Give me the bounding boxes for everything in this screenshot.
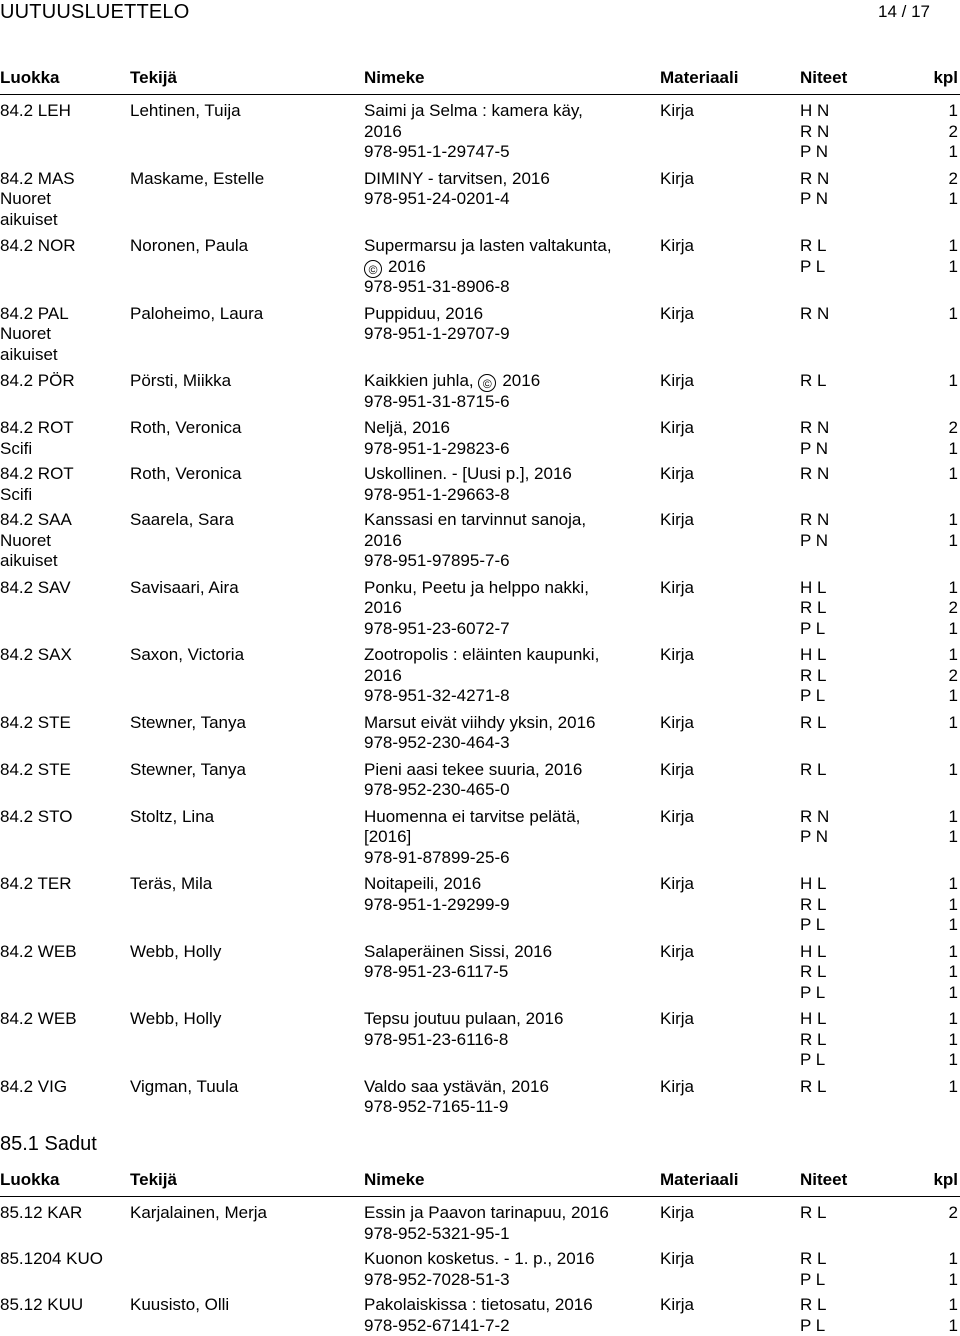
cell-niteet: P L	[800, 915, 825, 936]
cell-materiaali: Kirja	[660, 807, 694, 828]
cell-kpl: 2	[949, 418, 958, 439]
cell-tekija: Saarela, Sara	[130, 510, 234, 531]
cell-niteet: R N	[800, 304, 829, 325]
cell-tekija: Karjalainen, Merja	[130, 1203, 267, 1224]
cell-nimeke-text: 2016	[388, 257, 426, 276]
cell-materiaali: Kirja	[660, 713, 694, 734]
cell-kpl: 1	[949, 962, 958, 983]
cell-materiaali: Kirja	[660, 645, 694, 666]
cell-kpl: 1	[949, 1249, 958, 1270]
cell-niteet: H L	[800, 1009, 826, 1030]
cell-nimeke: Kanssasi en tarvinnut sanoja,	[364, 510, 586, 531]
cell-kpl: 1	[949, 942, 958, 963]
cell-kpl: 1	[949, 827, 958, 848]
cell-nimeke: Salaperäinen Sissi, 2016	[364, 942, 552, 963]
cell-tekija: Kuusisto, Olli	[130, 1295, 229, 1316]
cell-niteet: R L	[800, 666, 826, 687]
cell-kpl: 1	[949, 1030, 958, 1051]
cell-tekija: Webb, Holly	[130, 942, 221, 963]
cell-nimeke: 978-951-32-4271-8	[364, 686, 510, 707]
cell-nimeke: 978-951-1-29663-8	[364, 485, 510, 506]
cell-nimeke: Zootropolis : eläinten kaupunki,	[364, 645, 599, 666]
cell-kpl: 1	[949, 1077, 958, 1098]
cell-luokka: 85.12 KAR	[0, 1203, 82, 1224]
header-rule	[0, 94, 960, 95]
cell-kpl: 1	[949, 531, 958, 552]
header-column-tekija: Tekijä	[130, 1169, 177, 1191]
header-column-luokka: Luokka	[0, 1169, 60, 1191]
cell-nimeke: Tepsu joutuu pulaan, 2016	[364, 1009, 563, 1030]
cell-luokka: 84.2 SAV	[0, 578, 71, 599]
cell-niteet: R L	[800, 713, 826, 734]
cell-nimeke	[364, 257, 426, 278]
cell-niteet: P N	[800, 189, 828, 210]
cell-nimeke: Kuonon kosketus. - 1. p., 2016	[364, 1249, 595, 1270]
cell-niteet: R L	[800, 236, 826, 257]
cell-niteet: R N	[800, 510, 829, 531]
cell-nimeke: 978-952-7165-11-9	[364, 1097, 508, 1118]
cell-nimeke: 978-951-97895-7-6	[364, 551, 510, 572]
cell-niteet: R L	[800, 760, 826, 781]
cell-kpl: 1	[949, 1050, 958, 1071]
cell-nimeke-text: Kaikkien juhla,	[364, 371, 478, 390]
cell-kpl: 1	[949, 439, 958, 460]
cell-niteet: P L	[800, 686, 825, 707]
cell-kpl: 2	[949, 122, 958, 143]
copyright-icon: ©	[478, 374, 496, 392]
cell-nimeke: Essin ja Paavon tarinapuu, 2016	[364, 1203, 609, 1224]
cell-nimeke: 2016	[364, 122, 402, 143]
cell-tekija: Noronen, Paula	[130, 236, 248, 257]
cell-luokka: 84.2 PAL	[0, 304, 69, 325]
cell-nimeke-year: 2016	[502, 371, 540, 390]
header-column-nimeke: Nimeke	[364, 1169, 424, 1191]
cell-nimeke: Pieni aasi tekee suuria, 2016	[364, 760, 582, 781]
cell-niteet: P N	[800, 142, 828, 163]
cell-kpl: 1	[949, 895, 958, 916]
table-header	[0, 67, 960, 89]
cell-tekija: Savisaari, Aira	[130, 578, 239, 599]
cell-materiaali: Kirja	[660, 236, 694, 257]
header-column-tekija: Tekijä	[130, 67, 177, 89]
cell-nimeke: 978-952-67141-7-2	[364, 1316, 510, 1336]
cell-niteet: P L	[800, 257, 825, 278]
cell-niteet: R L	[800, 371, 826, 392]
cell-luokka: 84.2 NOR	[0, 236, 76, 257]
cell-nimeke: 978-952-5321-95-1	[364, 1224, 510, 1245]
cell-nimeke: 978-951-23-6117-5	[364, 962, 508, 983]
cell-kpl: 1	[949, 304, 958, 325]
cell-nimeke: 978-951-31-8906-8	[364, 277, 510, 298]
cell-nimeke: Huomenna ei tarvitse pelätä,	[364, 807, 580, 828]
cell-nimeke	[364, 371, 540, 392]
header-column-kpl: kpl	[933, 67, 958, 89]
cell-niteet: R L	[800, 895, 826, 916]
cell-niteet: P L	[800, 983, 825, 1004]
cell-niteet: P N	[800, 531, 828, 552]
cell-kpl: 1	[949, 645, 958, 666]
cell-niteet: P L	[800, 1316, 825, 1336]
cell-luokka: 84.2 STO	[0, 807, 72, 828]
cell-luokka: 84.2 ROT	[0, 464, 74, 485]
header-rule	[0, 1196, 960, 1197]
cell-niteet: R L	[800, 1249, 826, 1270]
cell-nimeke: 978-952-7028-51-3	[364, 1270, 510, 1291]
cell-niteet: R L	[800, 1077, 826, 1098]
page-number: 14 / 17	[878, 0, 930, 24]
cell-nimeke: 978-951-1-29299-9	[364, 895, 510, 916]
cell-kpl: 2	[949, 169, 958, 190]
cell-kpl: 1	[949, 1295, 958, 1316]
cell-luokka: 84.2 SAX	[0, 645, 72, 666]
cell-luokka: Scifi	[0, 439, 32, 460]
cell-niteet: R L	[800, 1030, 826, 1051]
cell-materiaali: Kirja	[660, 1077, 694, 1098]
cell-nimeke: Supermarsu ja lasten valtakunta,	[364, 236, 612, 257]
cell-materiaali: Kirja	[660, 1249, 694, 1270]
cell-materiaali: Kirja	[660, 1295, 694, 1316]
cell-niteet: R N	[800, 464, 829, 485]
header-column-niteet: Niteet	[800, 1169, 847, 1191]
cell-nimeke: Noitapeili, 2016	[364, 874, 481, 895]
cell-materiaali: Kirja	[660, 169, 694, 190]
cell-materiaali: Kirja	[660, 371, 694, 392]
cell-kpl: 1	[949, 1270, 958, 1291]
section-title: 85.1 Sadut	[0, 1132, 97, 1156]
cell-kpl: 1	[949, 189, 958, 210]
cell-nimeke: Pakolaiskissa : tietosatu, 2016	[364, 1295, 593, 1316]
cell-nimeke: 978-951-23-6072-7	[364, 619, 510, 640]
header-column-materiaali: Materiaali	[660, 1169, 738, 1191]
cell-luokka: Nuoret	[0, 324, 51, 345]
cell-luokka: 84.2 PÖR	[0, 371, 75, 392]
cell-kpl: 1	[949, 578, 958, 599]
cell-tekija: Roth, Veronica	[130, 418, 242, 439]
cell-materiaali: Kirja	[660, 510, 694, 531]
cell-luokka: 84.2 WEB	[0, 1009, 77, 1030]
cell-niteet: R N	[800, 807, 829, 828]
cell-niteet: R N	[800, 418, 829, 439]
cell-kpl: 1	[949, 510, 958, 531]
cell-tekija: Paloheimo, Laura	[130, 304, 263, 325]
cell-niteet: H L	[800, 874, 826, 895]
cell-kpl: 1	[949, 619, 958, 640]
cell-kpl: 1	[949, 807, 958, 828]
cell-luokka: 84.2 STE	[0, 760, 71, 781]
cell-nimeke: Saimi ja Selma : kamera käy,	[364, 101, 583, 122]
cell-tekija: Maskame, Estelle	[130, 169, 264, 190]
cell-nimeke: Puppiduu, 2016	[364, 304, 483, 325]
cell-luokka: Nuoret	[0, 189, 51, 210]
cell-kpl: 1	[949, 915, 958, 936]
cell-niteet: R L	[800, 1295, 826, 1316]
cell-tekija: Lehtinen, Tuija	[130, 101, 241, 122]
cell-niteet: R N	[800, 122, 829, 143]
cell-tekija: Pörsti, Miikka	[130, 371, 231, 392]
cell-niteet: H N	[800, 101, 829, 122]
cell-tekija: Stoltz, Lina	[130, 807, 214, 828]
cell-nimeke: 978-952-230-465-0	[364, 780, 510, 801]
cell-kpl: 2	[949, 666, 958, 687]
cell-kpl: 1	[949, 142, 958, 163]
cell-nimeke: Valdo saa ystävän, 2016	[364, 1077, 549, 1098]
cell-luokka: Scifi	[0, 485, 32, 506]
cell-kpl: 1	[949, 257, 958, 278]
cell-niteet: R L	[800, 1203, 826, 1224]
cell-tekija: Webb, Holly	[130, 1009, 221, 1030]
cell-kpl: 2	[949, 598, 958, 619]
cell-kpl: 1	[949, 236, 958, 257]
cell-nimeke: 978-952-230-464-3	[364, 733, 510, 754]
cell-nimeke: 978-951-24-0201-4	[364, 189, 510, 210]
header-column-luokka: Luokka	[0, 67, 60, 89]
header-column-materiaali: Materiaali	[660, 67, 738, 89]
cell-nimeke: 978-951-1-29823-6	[364, 439, 510, 460]
cell-materiaali: Kirja	[660, 760, 694, 781]
cell-materiaali: Kirja	[660, 578, 694, 599]
cell-tekija: Vigman, Tuula	[130, 1077, 238, 1098]
cell-luokka: Nuoret	[0, 531, 51, 552]
cell-nimeke: 978-951-1-29707-9	[364, 324, 510, 345]
cell-luokka: 85.1204 KUO	[0, 1249, 103, 1270]
cell-kpl: 1	[949, 760, 958, 781]
cell-nimeke: Marsut eivät viihdy yksin, 2016	[364, 713, 596, 734]
table-header	[0, 1169, 960, 1191]
header-column-nimeke: Nimeke	[364, 67, 424, 89]
cell-niteet: P N	[800, 439, 828, 460]
cell-niteet: H L	[800, 645, 826, 666]
cell-nimeke: DIMINY - tarvitsen, 2016	[364, 169, 550, 190]
cell-luokka: aikuiset	[0, 345, 58, 366]
cell-niteet: H L	[800, 578, 826, 599]
cell-niteet: H L	[800, 942, 826, 963]
cell-nimeke: 2016	[364, 666, 402, 687]
cell-luokka: 84.2 MAS	[0, 169, 75, 190]
cell-tekija: Roth, Veronica	[130, 464, 242, 485]
cell-materiaali: Kirja	[660, 101, 694, 122]
cell-materiaali: Kirja	[660, 304, 694, 325]
cell-nimeke: 978-91-87899-25-6	[364, 848, 510, 869]
cell-kpl: 1	[949, 1316, 958, 1336]
cell-materiaali: Kirja	[660, 464, 694, 485]
cell-niteet: P L	[800, 619, 825, 640]
cell-materiaali: Kirja	[660, 1203, 694, 1224]
cell-nimeke: 978-951-31-8715-6	[364, 392, 510, 413]
cell-kpl: 1	[949, 101, 958, 122]
cell-nimeke: Neljä, 2016	[364, 418, 450, 439]
cell-kpl: 1	[949, 464, 958, 485]
cell-nimeke: Ponku, Peetu ja helppo nakki,	[364, 578, 589, 599]
cell-luokka: 84.2 SAA	[0, 510, 72, 531]
cell-luokka: 84.2 TER	[0, 874, 72, 895]
cell-kpl: 1	[949, 686, 958, 707]
cell-luokka: 84.2 ROT	[0, 418, 74, 439]
cell-luokka: aikuiset	[0, 210, 58, 231]
page-title: UUTUUSLUETTELO	[0, 0, 190, 24]
cell-nimeke: 2016	[364, 598, 402, 619]
cell-luokka: 84.2 STE	[0, 713, 71, 734]
cell-niteet: P L	[800, 1270, 825, 1291]
cell-nimeke: Uskollinen. - [Uusi p.], 2016	[364, 464, 572, 485]
cell-luokka: 84.2 VIG	[0, 1077, 67, 1098]
cell-materiaali: Kirja	[660, 418, 694, 439]
cell-materiaali: Kirja	[660, 1009, 694, 1030]
cell-niteet: R L	[800, 962, 826, 983]
cell-nimeke: 978-951-23-6116-8	[364, 1030, 508, 1051]
cell-materiaali: Kirja	[660, 942, 694, 963]
cell-niteet: R N	[800, 169, 829, 190]
copyright-icon: ©	[364, 260, 382, 278]
header-column-niteet: Niteet	[800, 67, 847, 89]
cell-luokka: 85.12 KUU	[0, 1295, 83, 1316]
cell-materiaali: Kirja	[660, 874, 694, 895]
cell-niteet: P N	[800, 827, 828, 848]
header-column-kpl: kpl	[933, 1169, 958, 1191]
cell-luokka: 84.2 LEH	[0, 101, 71, 122]
cell-tekija: Teräs, Mila	[130, 874, 212, 895]
cell-tekija: Stewner, Tanya	[130, 713, 246, 734]
cell-luokka: 84.2 WEB	[0, 942, 77, 963]
cell-nimeke: 978-951-1-29747-5	[364, 142, 510, 163]
cell-niteet: P L	[800, 1050, 825, 1071]
cell-kpl: 1	[949, 874, 958, 895]
cell-niteet: R L	[800, 598, 826, 619]
cell-kpl: 1	[949, 983, 958, 1004]
cell-kpl: 1	[949, 371, 958, 392]
cell-tekija: Saxon, Victoria	[130, 645, 244, 666]
cell-nimeke: [2016]	[364, 827, 411, 848]
cell-kpl: 2	[949, 1203, 958, 1224]
cell-tekija: Stewner, Tanya	[130, 760, 246, 781]
cell-luokka: aikuiset	[0, 551, 58, 572]
cell-kpl: 1	[949, 713, 958, 734]
cell-nimeke: 2016	[364, 531, 402, 552]
cell-kpl: 1	[949, 1009, 958, 1030]
